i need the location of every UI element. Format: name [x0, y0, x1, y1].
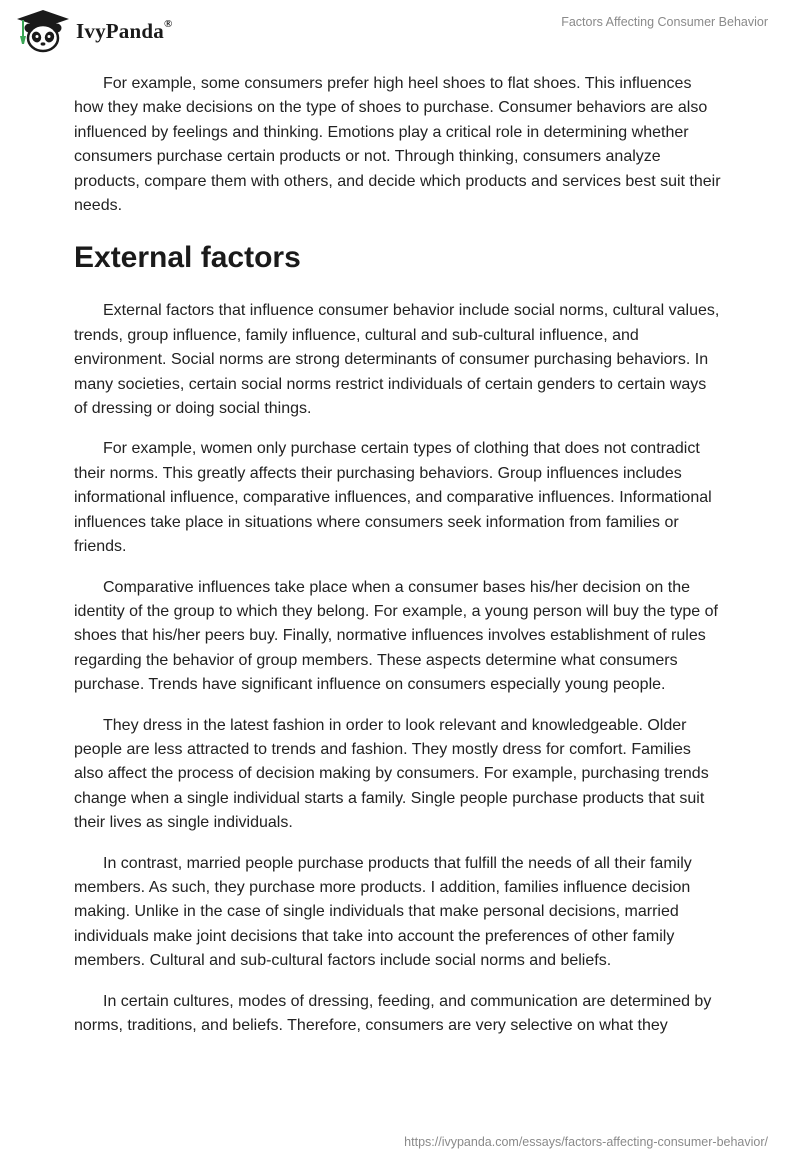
paragraph: In contrast, married people purchase products that fulfill the needs of all their family members. As such, they purchase more products. I addition, families influence decision making. Unlike in the case of single individuals that make personal decisions, married individuals make joint decisions that take into account the preferences of other family members. Cultural and sub-cultural factors include social norms and beliefs.	[74, 854, 692, 970]
paragraph: They dress in the latest fashion in order to look relevant and knowledgeable. Older people are less attracted to trends and fashion. They mostly dress for comfort. Families also affect the process of decision making by consumers. For example, purchasing trends change when a single individual starts a family. Single people purchase products that suit their lives as single individuals.	[74, 716, 709, 832]
registered-mark: ®	[163, 17, 173, 30]
logo-text: IvyPanda	[76, 18, 164, 43]
section-heading: External factors	[74, 241, 301, 275]
ivypanda-logo[interactable]	[14, 8, 172, 54]
paragraph: For example, women only purchase certain types of clothing that does not contradict their norms. This greatly affects their purchasing behaviors. Group influences includes informational influence, comparative influences, and comparative influences. Informational influences take place in situations where consumers seek information from families or friends.	[74, 440, 712, 556]
page-header	[0, 0, 800, 66]
panda-graduation-cap-icon	[14, 8, 72, 54]
paragraph: Comparative influences take place when a consumer bases his/her decision on the identity of the group to which they belong. For example, a young person will buy the type of shoes that his/her peers buy. Finally, normative influences involves establishment of rules regarding the behavior of group members. These aspects determine what consumers purchase. Trends have significant influence on consumers especially young people.	[74, 578, 718, 694]
paragraph: For example, some consumers prefer high heel shoes to flat shoes. This influences how they make decisions on the type of shoes to purchase. Consumer behaviors are also influenced by feelings and thinking. Emotions play a critical role in determining whether consumers purchase certain products or not. Through thinking, consumers analyze products, compare them with others, and decide which products and services best suit their needs.	[74, 75, 721, 215]
logo-wordmark	[76, 19, 172, 44]
document-title: Factors Affecting Consumer Behavior	[561, 15, 768, 29]
paragraph: In certain cultures, modes of dressing, feeding, and communication are determined by norms, traditions, and beliefs. Therefore, consumers are very selective on what they	[74, 992, 712, 1034]
source-url[interactable]: https://ivypanda.com/essays/factors-affecting-consumer-behavior/	[404, 1135, 768, 1149]
essay-content	[74, 72, 724, 1054]
paragraph: External factors that influence consumer behavior include social norms, cultural values, trends, group influence, family influence, cultural and sub-cultural influence, and environment. Social norms are strong determinants of consumer purchasing behaviors. In many societies, certain social norms restrict individuals of certain genders to certain ways of dressing or doing social things.	[74, 302, 720, 418]
